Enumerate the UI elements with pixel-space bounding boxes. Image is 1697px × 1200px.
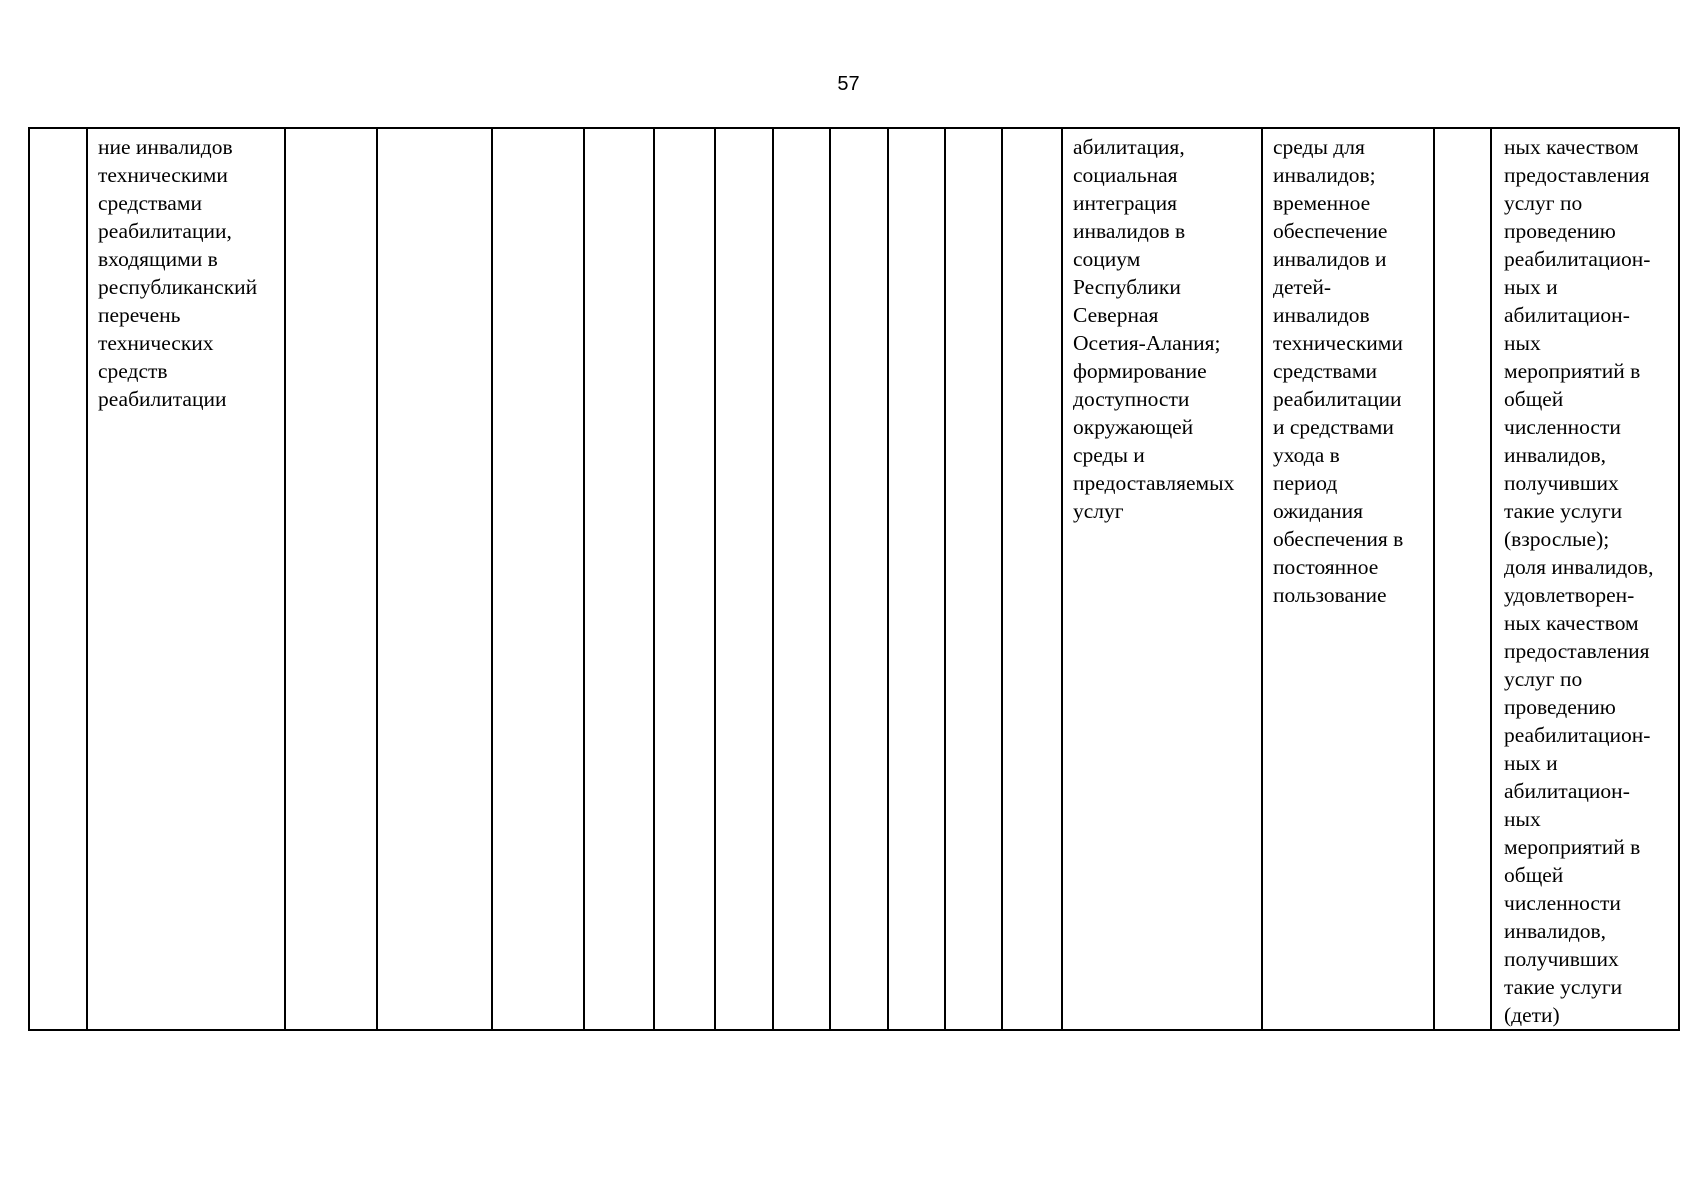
continuation-table [28, 127, 1680, 1031]
table-cell-col-4 [377, 128, 492, 1030]
table-cell-col-15: среды для инвалидов; временное обеспечение инвалидов и детей- инвалидов техническими средствами реабилитации и средствами ухода в период ожидания обеспечения в постоянное пользование [1262, 128, 1434, 1030]
table-cell-col-9 [773, 128, 830, 1030]
table-cell-col-12 [945, 128, 1002, 1030]
table-cell-col-11 [888, 128, 945, 1030]
table-cell-col-3 [285, 128, 377, 1030]
page-number: 57 [837, 73, 860, 95]
table-cell-col-5 [492, 128, 584, 1030]
table-cell-col-8 [715, 128, 773, 1030]
table-cell-col-13 [1002, 128, 1062, 1030]
table-cell-col-1 [29, 128, 87, 1030]
table-row [29, 128, 1679, 1030]
table-cell-col-7 [654, 128, 715, 1030]
table-cell-col-14: абилитация, социальная интеграция инвалидов в социум Республики Северная Осетия-Алания; формирование доступности окружающей среды и предоставляемых услуг [1062, 128, 1262, 1030]
table-cell-col-16 [1434, 128, 1491, 1030]
table-cell-col-6 [584, 128, 654, 1030]
table-cell-col-17: ных качеством предоставления услуг по проведению реабилитацион- ных и абилитацион- ных мероприятий в общей численности инвалидов, получивших такие услуги (взрослые); доля инвалидов, удовлетворен- ных качеством предоставления услуг по проведению реабилитацион- ных и абилитацион- ных мероприятий в общей численности инвалидов, получивших такие услуги (дети) [1491, 128, 1679, 1030]
table-cell-col-2: ние инвалидов техническими средствами реабилитации, входящими в республиканский перечень технических средств реабилитации [87, 128, 285, 1030]
table-cell-col-10 [830, 128, 888, 1030]
